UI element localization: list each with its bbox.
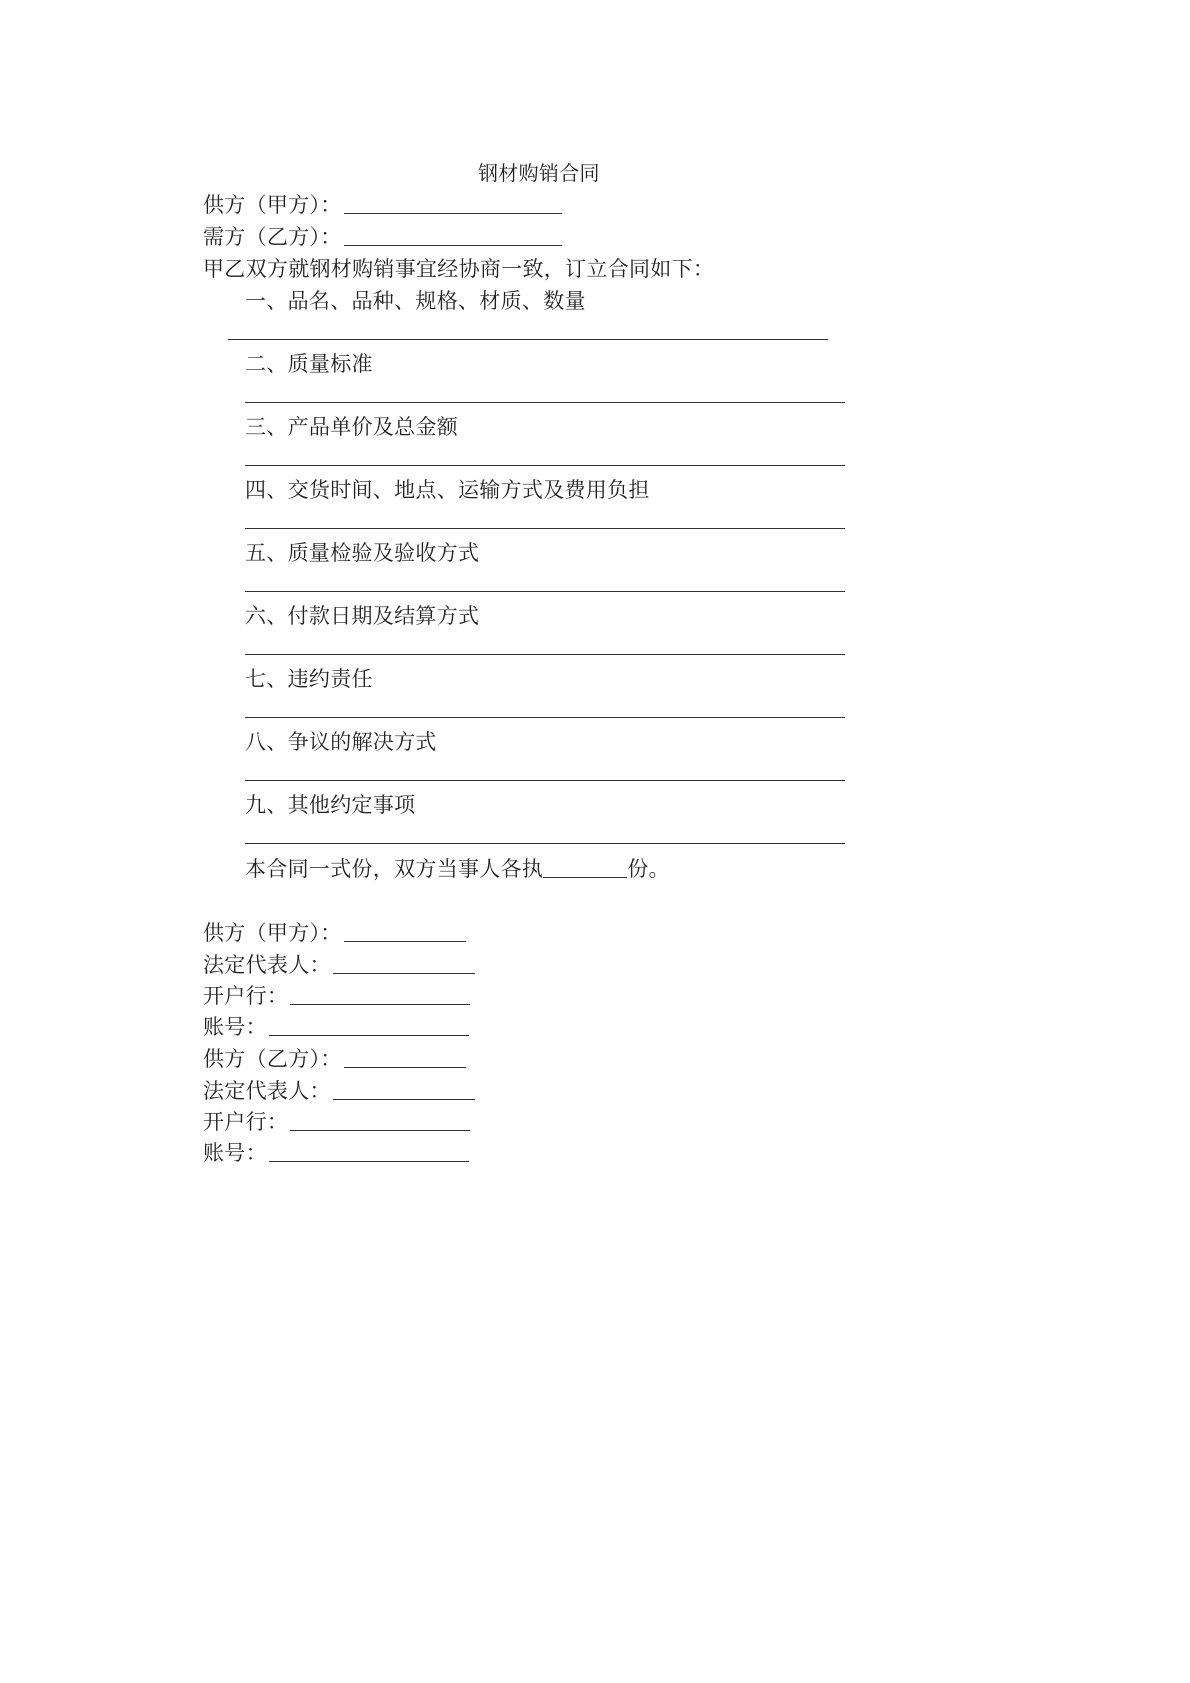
section-8-blank-line[interactable] xyxy=(245,780,845,781)
section-3-heading: 三、产品单价及总金额 xyxy=(245,415,458,439)
section-5-heading: 五、质量检验及验收方式 xyxy=(245,541,480,565)
section-7-heading: 七、违约责任 xyxy=(245,667,373,691)
section-8-heading: 八、争议的解决方式 xyxy=(245,730,437,754)
supplier-blank[interactable] xyxy=(344,193,562,214)
legal-rep-b-line xyxy=(203,1078,475,1104)
account-b-blank[interactable] xyxy=(269,1141,469,1162)
section-1-heading: 一、品名、品种、规格、材质、数量 xyxy=(245,289,586,313)
section-3-blank-line[interactable] xyxy=(245,465,845,466)
sign-party-b-line xyxy=(203,1046,466,1072)
account-a-blank[interactable] xyxy=(269,1015,469,1036)
legal-rep-a-label: 法定代表人： xyxy=(203,953,331,977)
legal-rep-a-line xyxy=(203,952,475,978)
buyer-line xyxy=(203,224,562,250)
buyer-label: 需方（乙方）： xyxy=(203,225,342,249)
sign-party-a-label: 供方（甲方）： xyxy=(203,921,342,945)
account-a-label: 账号： xyxy=(203,1015,267,1039)
copies-line xyxy=(245,856,670,882)
intro-text: 甲乙双方就钢材购销事宜经协商一致，订立合同如下： xyxy=(203,257,715,281)
section-9-heading: 九、其他约定事项 xyxy=(245,793,416,817)
sign-party-a-line xyxy=(203,920,466,946)
sign-party-a-blank[interactable] xyxy=(344,921,466,942)
account-b-line xyxy=(203,1140,469,1166)
section-6-heading: 六、付款日期及结算方式 xyxy=(245,604,480,628)
bank-b-line xyxy=(203,1109,470,1135)
section-6-blank-line[interactable] xyxy=(245,654,845,655)
supplier-line xyxy=(203,192,562,218)
legal-rep-b-blank[interactable] xyxy=(333,1079,475,1100)
legal-rep-b-label: 法定代表人： xyxy=(203,1079,331,1103)
section-4-blank-line[interactable] xyxy=(245,528,845,529)
document-title: 钢材购销合同 xyxy=(478,161,600,185)
sign-party-b-blank[interactable] xyxy=(344,1047,466,1068)
account-b-label: 账号： xyxy=(203,1141,267,1165)
bank-b-label: 开户行： xyxy=(203,1110,289,1134)
section-9-blank-line[interactable] xyxy=(245,843,845,844)
section-1-blank-line[interactable] xyxy=(228,339,828,340)
section-2-heading: 二、质量标准 xyxy=(245,352,373,376)
copies-blank[interactable] xyxy=(543,857,627,878)
section-4-heading: 四、交货时间、地点、运输方式及费用负担 xyxy=(245,478,650,502)
sign-party-b-label: 供方（乙方）： xyxy=(203,1047,342,1071)
bank-a-blank[interactable] xyxy=(290,984,470,1005)
copies-text-after: 份。 xyxy=(627,857,670,881)
buyer-blank[interactable] xyxy=(344,225,562,246)
copies-text-before: 本合同一式份，双方当事人各执 xyxy=(245,857,544,881)
legal-rep-a-blank[interactable] xyxy=(333,953,475,974)
section-7-blank-line[interactable] xyxy=(245,717,845,718)
account-a-line xyxy=(203,1014,469,1040)
supplier-label: 供方（甲方）： xyxy=(203,193,342,217)
bank-a-line xyxy=(203,983,470,1009)
section-5-blank-line[interactable] xyxy=(245,591,845,592)
bank-a-label: 开户行： xyxy=(203,984,289,1008)
bank-b-blank[interactable] xyxy=(290,1110,470,1131)
section-2-blank-line[interactable] xyxy=(245,402,845,403)
